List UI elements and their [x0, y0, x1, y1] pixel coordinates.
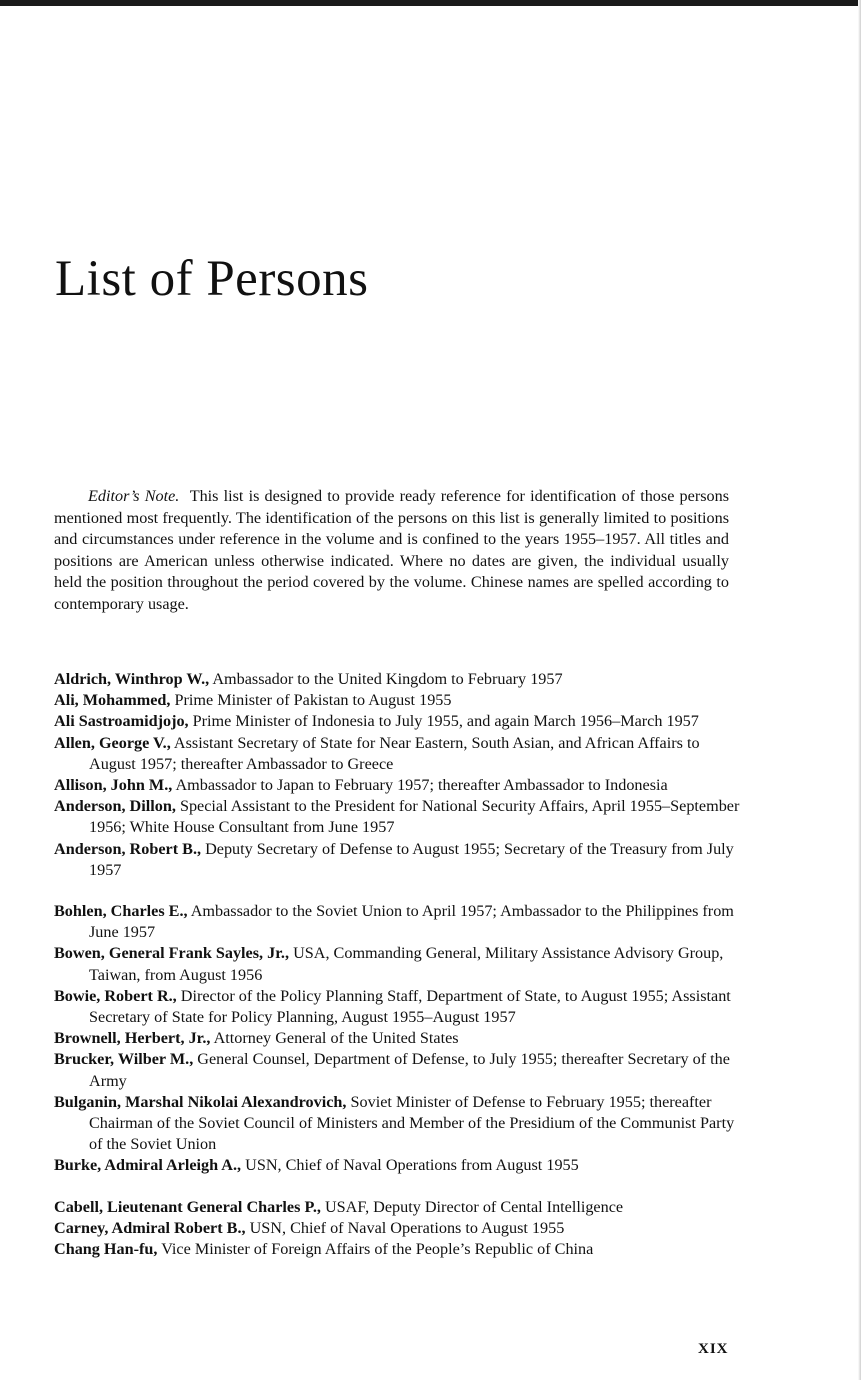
person-name: Aldrich, Winthrop W.,: [54, 670, 210, 688]
person-entry-aldrich: [54, 669, 744, 690]
person-entry-burke: [54, 1155, 744, 1176]
person-name: Cabell, Lieutenant General Charles P.,: [54, 1197, 321, 1216]
editors-note: [54, 486, 729, 616]
section-gap: [54, 881, 744, 901]
person-description: Ambassador to Japan to February 1957; thereafter Ambassador to Indonesia: [175, 776, 668, 795]
person-entry-carney: [54, 1218, 744, 1239]
person-description: Special Assistant to the President for National Security Affairs, April 1955–September 1956; White House Consultant from June 1957: [89, 797, 740, 837]
person-name: Brucker, Wilber M.,: [54, 1050, 194, 1069]
person-name: Chang Han-fu,: [54, 1240, 158, 1259]
person-description: Ambassador to the United Kingdom to February 1957: [212, 670, 563, 688]
person-entry-bulganin: [54, 1092, 744, 1156]
person-entry-brownell: [54, 1028, 744, 1049]
person-name: Bowen, General Frank Sayles, Jr.,: [54, 944, 290, 963]
person-name: Bohlen, Charles E.,: [54, 902, 188, 921]
person-entry-bowen: [54, 943, 744, 985]
person-description: Ambassador to the Soviet Union to April 1957; Ambassador to the Philippines from June 1957: [89, 902, 734, 942]
persons-list: [54, 669, 744, 1260]
editors-note-label: Editor’s Note.: [88, 487, 180, 505]
person-name: Burke, Admiral Arleigh A.,: [54, 1156, 242, 1175]
person-entry-brucker: [54, 1049, 744, 1091]
editors-note-text: This list is designed to provide ready reference for identification of those persons mentioned most frequently. The identification of the persons on this list is generally limited to positions and circumstances under reference in the volume and is confined to the years 1955–1957. All titles and positions are American unless otherwise indicated. Where no dates are given, the individual usually held the position throughout the period covered by the volume. Chinese names are spelled according to contemporary usage.: [54, 487, 729, 613]
person-entry-bohlen: [54, 901, 744, 943]
person-description: USAF, Deputy Director of Cental Intelligence: [324, 1197, 624, 1216]
person-description: General Counsel, Department of Defense, to July 1955; thereafter Secretary of the Army: [89, 1050, 730, 1090]
person-name: Brownell, Herbert, Jr.,: [54, 1029, 211, 1048]
person-entry-anderson-robert: [54, 839, 744, 881]
person-name: Ali Sastroamidjojo,: [54, 712, 189, 731]
person-description: Prime Minister of Indonesia to July 1955, and again March 1956–March 1957: [192, 712, 699, 731]
person-description: USN, Chief of Naval Operations to August 1955: [249, 1218, 565, 1237]
page-number: XIX: [698, 1341, 729, 1357]
person-name: Anderson, Dillon,: [54, 797, 176, 816]
person-name: Allen, George V.,: [54, 733, 171, 752]
person-name: Ali, Mohammed,: [54, 691, 171, 710]
person-entry-anderson-dillon: [54, 796, 744, 838]
page-title: List of Persons: [55, 251, 369, 307]
person-entry-allison: [54, 775, 744, 796]
person-description: USN, Chief of Naval Operations from August 1955: [245, 1156, 579, 1175]
person-name: Anderson, Robert B.,: [54, 839, 202, 858]
person-description: Soviet Minister of Defense to February 1955; thereafter Chairman of the Soviet Council of Ministers and Member of the Presidium of the Communist Party of the Soviet Union: [89, 1092, 735, 1154]
person-name: Bulganin, Marshal Nikolai Alexandrovich,: [54, 1092, 347, 1111]
person-description: Prime Minister of Pakistan to August 1955: [174, 691, 452, 710]
person-description: Assistant Secretary of State for Near Eastern, South Asian, and African Affairs to August 1957; thereafter Ambassador to Greece: [89, 733, 700, 773]
person-name: Bowie, Robert R.,: [54, 986, 177, 1005]
top-edge-rule: [0, 0, 861, 6]
person-entry-ali-sastroamidjojo: [54, 711, 744, 732]
person-entry-chang-han-fu: [54, 1239, 744, 1260]
person-name: Carney, Admiral Robert B.,: [54, 1218, 246, 1237]
section-gap: [54, 1177, 744, 1197]
person-entry-ali-mohammed: [54, 690, 744, 711]
person-description: USA, Commanding General, Military Assistance Advisory Group, Taiwan, from August 1956: [89, 944, 724, 984]
person-description: Deputy Secretary of Defense to August 1955; Secretary of the Treasury from July 1957: [89, 839, 734, 879]
person-description: Vice Minister of Foreign Affairs of the People’s Republic of China: [161, 1240, 594, 1259]
person-entry-bowie: [54, 986, 744, 1028]
person-description: Attorney General of the United States: [213, 1029, 459, 1048]
person-name: Allison, John M.,: [54, 776, 173, 795]
person-description: Director of the Policy Planning Staff, Department of State, to August 1955; Assistant Secretary of State for Policy Planning, August 1955–August 1957: [89, 986, 731, 1027]
person-entry-allen: [54, 733, 744, 775]
person-entry-cabell: [54, 1197, 744, 1218]
